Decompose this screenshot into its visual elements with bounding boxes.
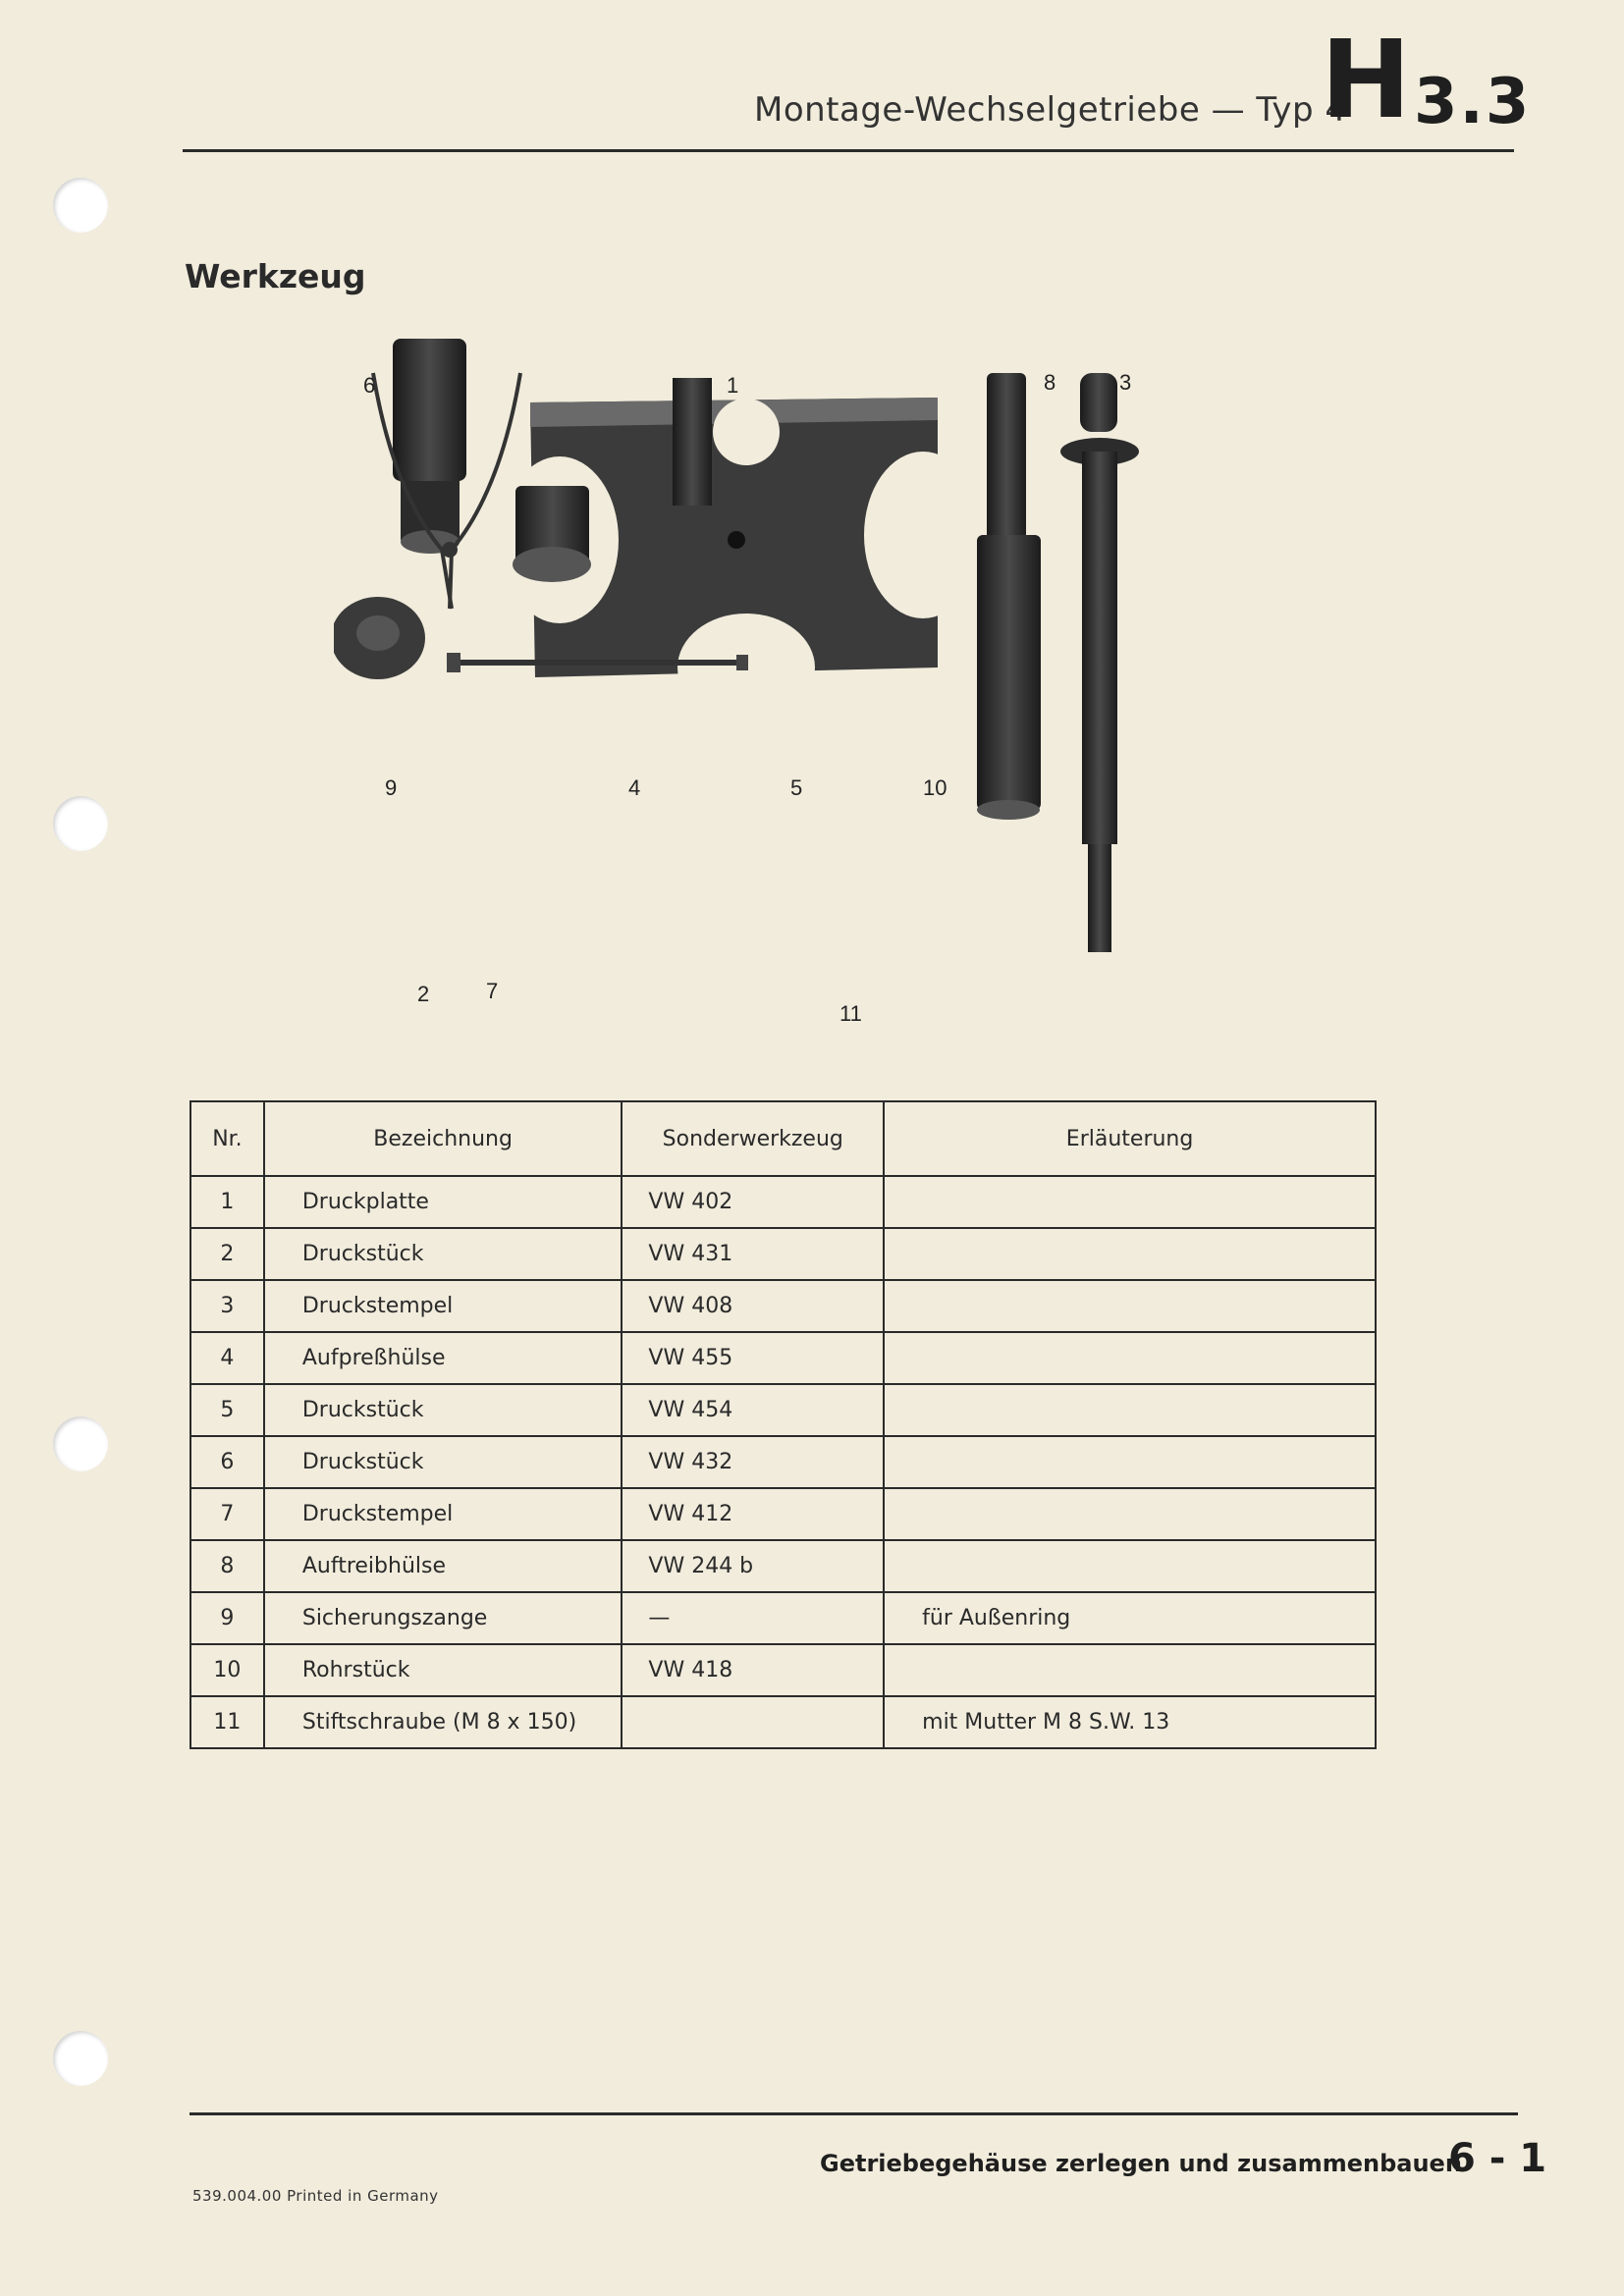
cell-erlaeuterung <box>884 1176 1376 1228</box>
tool-6-sleeve <box>393 339 466 554</box>
cell-erlaeuterung <box>884 1436 1376 1488</box>
cell-bezeichnung: Druckstempel <box>264 1280 623 1332</box>
cell-sonderwerkzeug: VW 244 b <box>622 1540 884 1592</box>
cell-nr: 1 <box>190 1176 264 1228</box>
cell-erlaeuterung: mit Mutter M 8 S.W. 13 <box>884 1696 1376 1748</box>
cell-nr: 7 <box>190 1488 264 1540</box>
table-row <box>190 1540 1376 1592</box>
table-row <box>190 1384 1376 1436</box>
cell-erlaeuterung <box>884 1384 1376 1436</box>
table-row <box>190 1488 1376 1540</box>
cell-sonderwerkzeug: VW 455 <box>622 1332 884 1384</box>
section-number: 3.3 <box>1414 66 1532 138</box>
punch-hole-4 <box>53 2031 108 2086</box>
header-rule <box>183 149 1514 152</box>
cell-sonderwerkzeug: VW 454 <box>622 1384 884 1436</box>
col-header-nr: Nr. <box>190 1101 264 1176</box>
cell-sonderwerkzeug: — <box>622 1592 884 1644</box>
cell-nr: 2 <box>190 1228 264 1280</box>
cell-nr: 6 <box>190 1436 264 1488</box>
cell-bezeichnung: Aufpreßhülse <box>264 1332 623 1384</box>
callout-11: 11 <box>839 1001 862 1026</box>
cell-nr: 3 <box>190 1280 264 1332</box>
cell-sonderwerkzeug: VW 432 <box>622 1436 884 1488</box>
table-row <box>190 1436 1376 1488</box>
callout-2: 2 <box>417 982 430 1006</box>
cell-nr: 10 <box>190 1644 264 1696</box>
section-letter: H <box>1321 17 1412 142</box>
callout-3: 3 <box>1119 370 1132 395</box>
cell-sonderwerkzeug: VW 431 <box>622 1228 884 1280</box>
cell-erlaeuterung <box>884 1644 1376 1696</box>
callout-5: 5 <box>790 775 803 800</box>
punch-hole-1 <box>53 178 108 233</box>
callout-9: 9 <box>385 775 398 800</box>
cell-nr: 9 <box>190 1592 264 1644</box>
callout-1: 1 <box>727 373 739 398</box>
table-row <box>190 1176 1376 1228</box>
footer-title: Getriebegehäuse zerlegen und zusammenbauen <box>820 2150 1462 2177</box>
callout-8: 8 <box>1044 370 1056 395</box>
cell-erlaeuterung <box>884 1228 1376 1280</box>
callout-4: 4 <box>628 775 641 800</box>
cell-sonderwerkzeug: VW 412 <box>622 1488 884 1540</box>
cell-bezeichnung: Druckstück <box>264 1228 623 1280</box>
table-row <box>190 1696 1376 1748</box>
tools-table <box>189 1100 1377 1749</box>
cell-erlaeuterung: für Außenring <box>884 1592 1376 1644</box>
header-title: Montage-Wechselgetriebe — Typ 4 <box>754 90 1347 130</box>
tool-7-disc <box>334 597 425 679</box>
cell-bezeichnung: Rohrstück <box>264 1644 623 1696</box>
table-header-row <box>190 1101 1376 1176</box>
page-number: 6 - 1 <box>1448 2136 1547 2181</box>
tool-5-pressure-piece <box>466 726 520 756</box>
punch-hole-3 <box>53 1416 108 1471</box>
col-header-sonderwerkzeug: Sonderwerkzeug <box>622 1101 884 1176</box>
cell-bezeichnung: Stiftschraube (M 8 x 150) <box>264 1696 623 1748</box>
tool-3-stamp <box>1060 373 1139 952</box>
cell-nr: 4 <box>190 1332 264 1384</box>
cell-sonderwerkzeug: VW 408 <box>622 1280 884 1332</box>
punch-hole-2 <box>53 796 108 851</box>
cell-bezeichnung: Druckstück <box>264 1384 623 1436</box>
tools-photo <box>334 314 1139 1041</box>
cell-nr: 5 <box>190 1384 264 1436</box>
table-row <box>190 1644 1376 1696</box>
cell-erlaeuterung <box>884 1280 1376 1332</box>
cell-bezeichnung: Sicherungszange <box>264 1592 623 1644</box>
col-header-erlaeuterung: Erläuterung <box>884 1101 1376 1176</box>
cell-bezeichnung: Druckstück <box>264 1436 623 1488</box>
cell-erlaeuterung <box>884 1332 1376 1384</box>
table-row <box>190 1592 1376 1644</box>
tool-4-sleeve <box>513 486 591 582</box>
cell-erlaeuterung <box>884 1540 1376 1592</box>
col-header-bezeichnung: Bezeichnung <box>264 1101 623 1176</box>
cell-nr: 11 <box>190 1696 264 1748</box>
cell-erlaeuterung <box>884 1488 1376 1540</box>
cell-bezeichnung: Auftreibhülse <box>264 1540 623 1592</box>
cell-bezeichnung: Druckstempel <box>264 1488 623 1540</box>
table-body <box>190 1176 1376 1748</box>
cell-sonderwerkzeug: VW 402 <box>622 1176 884 1228</box>
callout-10: 10 <box>923 775 947 800</box>
section-title: Werkzeug <box>185 257 366 295</box>
footer-rule <box>189 2112 1518 2115</box>
print-code: 539.004.00 Printed in Germany <box>192 2187 439 2205</box>
table-row <box>190 1228 1376 1280</box>
callout-7: 7 <box>486 979 499 1003</box>
cell-nr: 8 <box>190 1540 264 1592</box>
table-row <box>190 1280 1376 1332</box>
cell-sonderwerkzeug <box>622 1696 884 1748</box>
table-row <box>190 1332 1376 1384</box>
cell-bezeichnung: Druckplatte <box>264 1176 623 1228</box>
cell-sonderwerkzeug: VW 418 <box>622 1644 884 1696</box>
callout-6: 6 <box>363 373 376 398</box>
